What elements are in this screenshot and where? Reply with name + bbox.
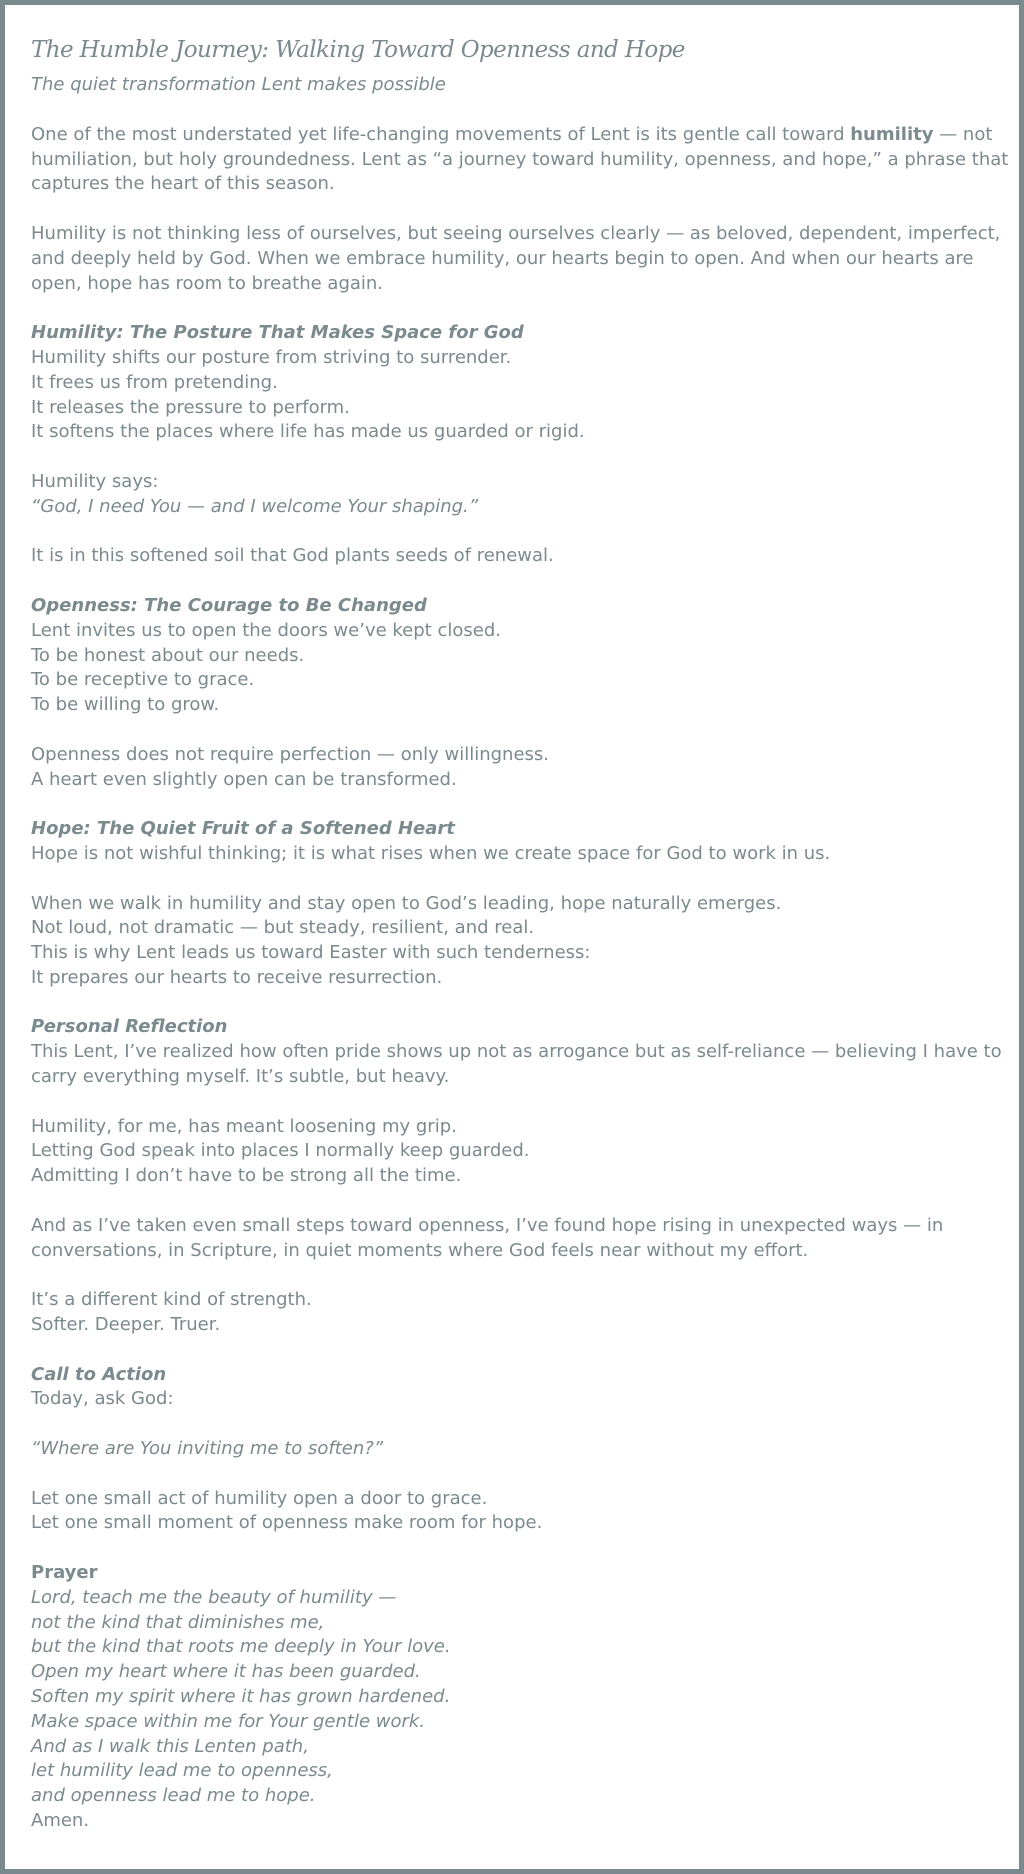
section-heading-prayer: Prayer [31, 1562, 98, 1584]
humility-says: Humility says: [31, 470, 159, 492]
reflection-line: Softer. Deeper. Truer. [31, 1314, 221, 1336]
intro-paragraph [31, 123, 1016, 197]
page-title: The Humble Journey: Walking Toward Openness and Hope [31, 37, 685, 63]
section-prayer [31, 1561, 1016, 1834]
section-heading-openness: Openness: The Courage to Be Changed [31, 594, 427, 616]
reflection-line: It’s a different kind of strength. [31, 1289, 312, 1311]
prayer-line: Open my heart where it has been guarded. [31, 1661, 421, 1683]
openness-line: Lent invites us to open the doors we’ve kept closed. [31, 619, 501, 641]
prayer-line: Lord, teach me the beauty of humility — [31, 1586, 397, 1608]
reflection-paragraph-2: And as I’ve taken even small steps toward openness, I’ve found hope rising in unexpected ways — in conversations, in Scripture, in quiet moments where God feels near without my effort. [31, 1214, 944, 1261]
section-humility [31, 321, 1016, 445]
reflection-line: Letting God speak into places I normally keep guarded. [31, 1140, 530, 1162]
cta-line: Today, ask God: [31, 1388, 174, 1410]
cta-block-2 [31, 1487, 1016, 1537]
humility-line: It releases the pressure to perform. [31, 396, 350, 418]
openness-line: To be receptive to grace. [31, 669, 255, 691]
section-heading-cta: Call to Action [31, 1363, 167, 1385]
section-call-to-action [31, 1363, 1016, 1413]
prayer-line: Make space within me for Your gentle work. [31, 1710, 426, 1732]
hope-line: This is why Lent leads us toward Easter with such tenderness: [31, 942, 591, 964]
section-heading-hope: Hope: The Quiet Fruit of a Softened Heart [31, 818, 455, 840]
hope-line: Not loud, not dramatic — but steady, resilient, and real. [31, 917, 535, 939]
cta-quote: “Where are You inviting me to soften?” [31, 1438, 384, 1460]
openness-line: A heart even slightly open can be transformed. [31, 768, 457, 790]
article [31, 27, 1016, 1859]
section-heading-reflection: Personal Reflection [31, 1016, 228, 1038]
prayer-line: not the kind that diminishes me, [31, 1611, 325, 1633]
section-reflection [31, 1015, 1016, 1089]
cta-line: Let one small act of humility open a door to grace. [31, 1487, 488, 1509]
reflection-line: Admitting I don’t have to be strong all the time. [31, 1165, 462, 1187]
openness-line: To be willing to grow. [31, 694, 220, 716]
humility-quote: “God, I need You — and I welcome Your shaping.” [31, 495, 479, 517]
intro-text-end: — not humiliation, but holy groundedness. Lent as “a journey toward humility, openness, and hope,” a phrase that captures the heart of this season. [31, 123, 1009, 195]
prayer-line: And as I walk this Lenten path, [31, 1735, 309, 1757]
reflection-block-3 [31, 1288, 1016, 1338]
hope-block-2 [31, 892, 1016, 991]
openness-line: Openness does not require perfection — only willingness. [31, 743, 550, 765]
humility-line: It softens the places where life has made us guarded or rigid. [31, 421, 585, 443]
intro-text-start: One of the most understated yet life-changing movements of Lent is its gentle call toward [31, 123, 851, 145]
hope-line: Hope is not wishful thinking; it is what rises when we create space for God to work in us. [31, 842, 831, 864]
humility-says-block [31, 470, 1016, 520]
reflection-line: Humility, for me, has meant loosening my grip. [31, 1115, 457, 1137]
prayer-line: Soften my spirit where it has grown hardened. [31, 1686, 451, 1707]
prayer-amen: Amen. [31, 1809, 90, 1831]
intro-bold-humility: humility [850, 123, 934, 145]
humility-line: Humility shifts our posture from striving to surrender. [31, 346, 512, 368]
prayer-line: let humility lead me to openness, [31, 1760, 333, 1782]
hope-line: When we walk in humility and stay open to God’s leading, hope naturally emerges. [31, 892, 782, 914]
humility-line: It frees us from pretending. [31, 371, 278, 393]
hope-line: It prepares our hearts to receive resurrection. [31, 966, 443, 988]
openness-line: To be honest about our needs. [31, 644, 305, 666]
section-heading-humility: Humility: The Posture That Makes Space for God [31, 322, 524, 344]
prayer-line: and openness lead me to hope. [31, 1785, 316, 1807]
intro-paragraph-2: Humility is not thinking less of ourselves, but seeing ourselves clearly — as beloved, dependent, imperfect, and deeply held by God. When we embrace humility, our hearts begin to open. And when our hearts are open, hope has room to breathe again. [31, 222, 1001, 294]
reflection-paragraph: This Lent, I’ve realized how often pride shows up not as arrogance but as self-reliance — believing I have to carry everything myself. It’s subtle, but heavy. [31, 1041, 1002, 1088]
cta-line: Let one small moment of openness make room for hope. [31, 1512, 543, 1534]
prayer-line: but the kind that roots me deeply in Your love. [31, 1636, 451, 1658]
openness-block-2 [31, 743, 1016, 793]
humility-soil: It is in this softened soil that God plants seeds of renewal. [31, 545, 554, 567]
reflection-block-2 [31, 1115, 1016, 1189]
section-hope [31, 817, 1016, 867]
page-subtitle: The quiet transformation Lent makes possible [31, 74, 446, 95]
section-openness [31, 594, 1016, 718]
